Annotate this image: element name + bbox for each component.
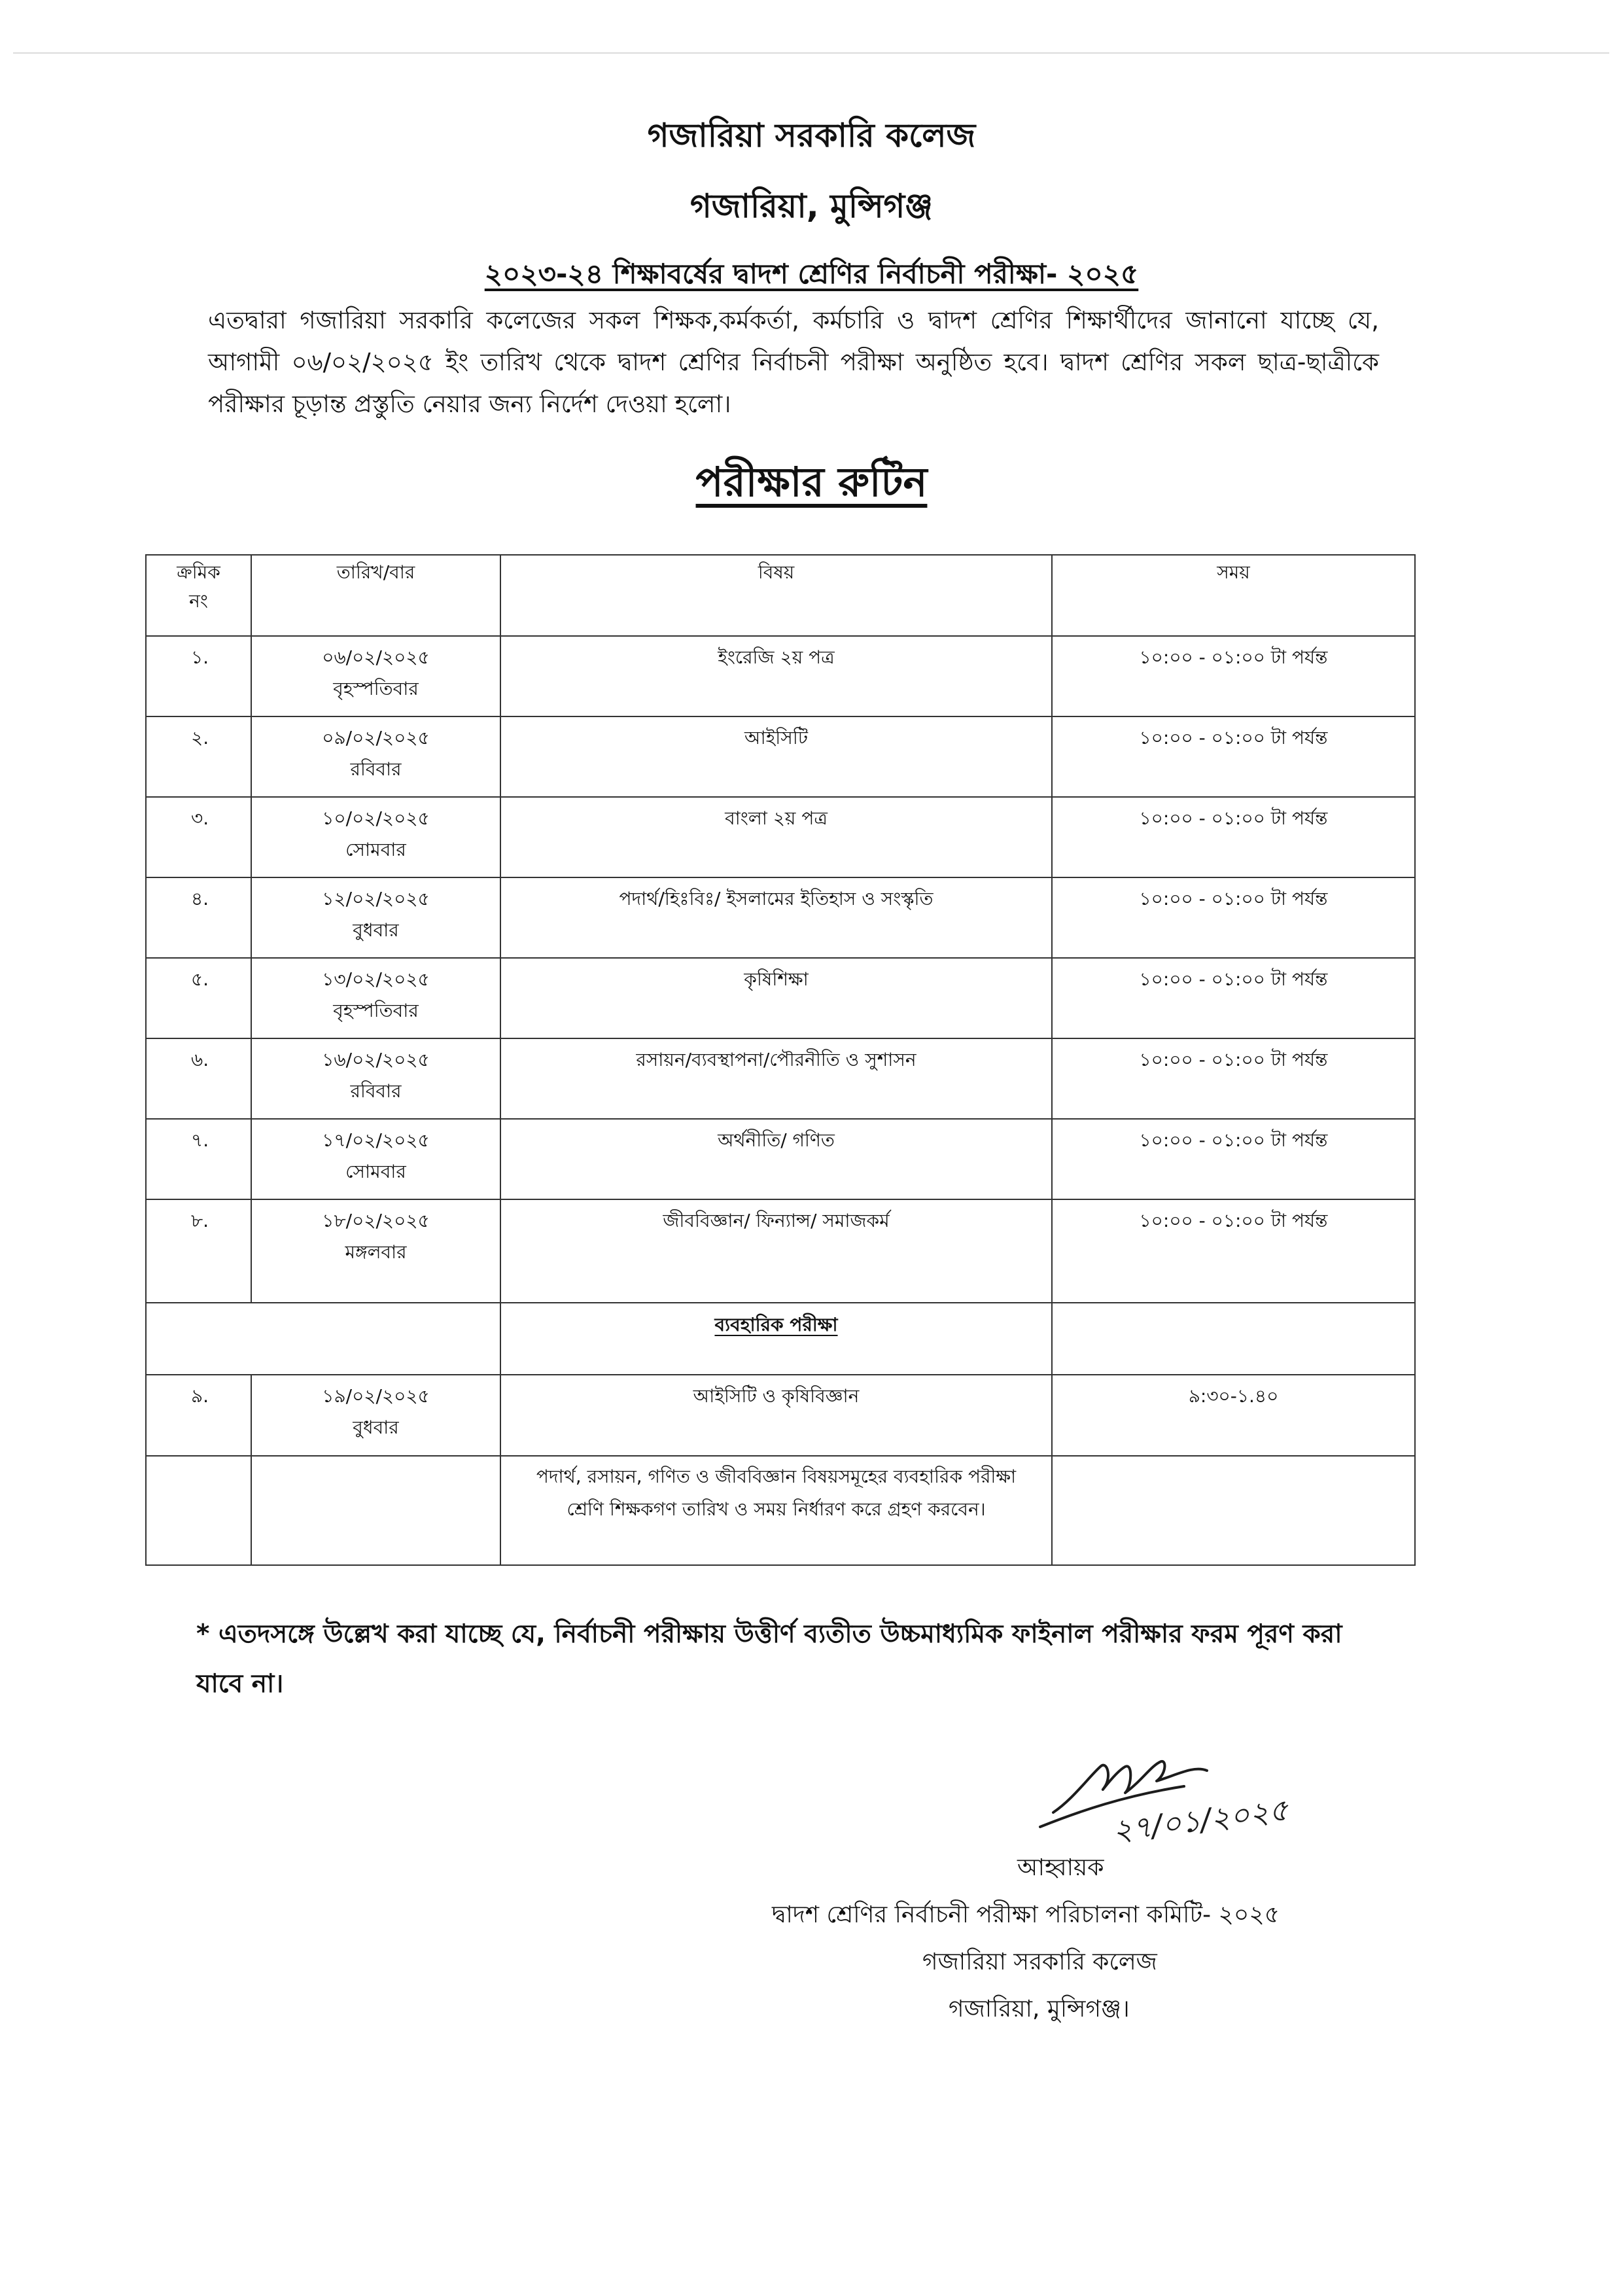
row-date: ০৯/০২/২০২৫ [322, 727, 430, 749]
header-date: তারিখ/বার [251, 555, 500, 636]
table-row [146, 636, 1415, 716]
table-row [146, 1119, 1415, 1199]
top-divider [13, 52, 1609, 54]
row-day: সোমবার [345, 1161, 406, 1182]
table-row [146, 958, 1415, 1038]
row-date: ১৬/০২/২০২৫ [322, 1049, 430, 1070]
row-subject: ইংরেজি ২য় পত্র [500, 636, 1052, 716]
row-serial: ২. [146, 716, 251, 797]
row-subject: বাংলা ২য় পত্র [500, 797, 1052, 877]
table-row [146, 877, 1415, 958]
row-date: ১৮/০২/২০২৫ [322, 1210, 430, 1231]
row-time: ১০:০০ - ০১:০০ টা পর্যন্ত [1052, 1038, 1415, 1119]
row-subject: অর্থনীতি/ গণিত [500, 1119, 1052, 1199]
row-date: ১২/০২/২০২৫ [322, 888, 430, 910]
practical-heading-cell [500, 1303, 1052, 1375]
note-serial-blank [146, 1456, 251, 1565]
practical-note-row [146, 1456, 1415, 1565]
footnote: * এতদসঙ্গে উল্লেখ করা যাচ্ছে যে, নির্বাচনী পরীক্ষায় উত্তীর্ণ ব্যতীত উচ্চমাধ্যমিক ফাইনাল পরীক্ষার ফরম পূরণ করা যাবে না। [196, 1619, 1342, 1699]
routine-table [145, 554, 1416, 1566]
practical-note-cell [500, 1456, 1052, 1565]
row-time: ১০:০০ - ০১:০০ টা পর্যন্ত [1052, 716, 1415, 797]
practical-heading-row [146, 1303, 1415, 1375]
exam-title: ২০২৩-২৪ শিক্ষাবর্ষের দ্বাদশ শ্রেণির নির্বাচনী পরীক্ষা- ২০২৫ [484, 258, 1139, 290]
row-time: ১০:০০ - ০১:০০ টা পর্যন্ত [1052, 1199, 1415, 1303]
row-day: বৃহস্পতিবার [333, 1000, 419, 1021]
table-row [146, 1038, 1415, 1119]
signature-location: গজারিয়া, মুন্সিগঞ্জ। [949, 1996, 1130, 2022]
row-serial: ৯. [146, 1375, 251, 1456]
header-subject: বিষয় [500, 555, 1052, 636]
row-date-cell [251, 716, 500, 797]
row-serial: ৬. [146, 1038, 251, 1119]
signature-handwritten-date: ২৭/০১/২০২৫ [1110, 1792, 1291, 1848]
row-date-cell [251, 1199, 500, 1303]
row-date-cell [251, 1038, 500, 1119]
table-row [146, 1199, 1415, 1303]
row-subject: রসায়ন/ব্যবস্থাপনা/পৌরনীতি ও সুশাসন [500, 1038, 1052, 1119]
table-row [146, 716, 1415, 797]
row-date: ১৯/০২/২০২৫ [322, 1385, 430, 1407]
header-time: সময় [1052, 555, 1415, 636]
table-header-row [146, 555, 1415, 636]
row-date-cell [251, 797, 500, 877]
row-subject: আইসিটি ও কৃষিবিজ্ঞান [500, 1375, 1052, 1456]
signature-college: গজারিয়া সরকারি কলেজ [922, 1949, 1157, 1975]
row-day: বৃহস্পতিবার [333, 678, 419, 699]
row-time: ১০:০০ - ০১:০০ টা পর্যন্ত [1052, 958, 1415, 1038]
row-serial: ৩. [146, 797, 251, 877]
signatory-role: আহ্বায়ক [1017, 1854, 1104, 1881]
row-subject: জীববিজ্ঞান/ ফিন্যান্স/ সমাজকর্ম [500, 1199, 1052, 1303]
row-date-cell [251, 877, 500, 958]
row-time: ১০:০০ - ০১:০০ টা পর্যন্ত [1052, 877, 1415, 958]
practical-note: পদার্থ, রসায়ন, গণিত ও জীববিজ্ঞান বিষয়সমূহের ব্যবহারিক পরীক্ষা শ্রেণি শিক্ষকগণ তারিখ ও সময় নির্ধারণ করে গ্রহণ করবেন। [536, 1466, 1017, 1520]
college-name: গজারিয়া সরকারি কলেজ [647, 116, 976, 154]
row-time: ১০:০০ - ০১:০০ টা পর্যন্ত [1052, 797, 1415, 877]
table-row [146, 1375, 1415, 1456]
row-date-cell [251, 636, 500, 716]
note-date-blank [251, 1456, 500, 1565]
row-time: ১০:০০ - ০১:০০ টা পর্যন্ত [1052, 636, 1415, 716]
signature-image [1027, 1740, 1315, 1852]
row-day: রবিবার [350, 758, 402, 780]
table-row [146, 797, 1415, 877]
row-day: রবিবার [350, 1080, 402, 1102]
row-date: ১৭/০২/২০২৫ [322, 1129, 430, 1151]
practical-heading-time-blank [1052, 1303, 1415, 1375]
row-date: ০৬/০২/২০২৫ [322, 646, 430, 668]
row-subject: কৃষিশিক্ষা [500, 958, 1052, 1038]
row-day: সোমবার [345, 839, 406, 860]
practical-heading-blank [146, 1303, 500, 1375]
row-serial: ৮. [146, 1199, 251, 1303]
intro-paragraph: এতদ্বারা গজারিয়া সরকারি কলেজের সকল শিক্ষক,কর্মকর্তা, কর্মচারি ও দ্বাদশ শ্রেণির শিক্ষার্থীদের জানানো যাচ্ছে যে, আগামী ০৬/০২/২০২৫ ইং তারিখ থেকে দ্বাদশ শ্রেণির নির্বাচনী পরীক্ষা অনুষ্ঠিত হবে। দ্বাদশ শ্রেণির সকল ছাত্র-ছাত্রীকে পরীক্ষার চূড়ান্ত প্রস্তুতি নেয়ার জন্য নির্দেশ দেওয়া হলো। [208, 306, 1379, 418]
row-date: ১৩/০২/২০২৫ [322, 968, 430, 990]
row-date-cell [251, 1119, 500, 1199]
row-time: ৯:৩০-১.৪০ [1052, 1375, 1415, 1456]
row-subject: আইসিটি [500, 716, 1052, 797]
row-day: বুধবার [353, 1417, 399, 1438]
committee-name: দ্বাদশ শ্রেণির নির্বাচনী পরীক্ষা পরিচালনা কমিটি- ২০২৫ [772, 1901, 1280, 1928]
practical-heading: ব্যবহারিক পরীক্ষা [714, 1314, 838, 1335]
college-location: গজারিয়া, মুন্সিগঞ্জ [689, 187, 934, 225]
row-serial: ৭. [146, 1119, 251, 1199]
row-time: ১০:০০ - ০১:০০ টা পর্যন্ত [1052, 1119, 1415, 1199]
header-serial: ক্রমিক নং [146, 555, 251, 636]
row-serial: ১. [146, 636, 251, 716]
row-date: ১০/০২/২০২৫ [322, 807, 430, 829]
row-day: বুধবার [353, 919, 399, 941]
row-date-cell [251, 958, 500, 1038]
row-date-cell [251, 1375, 500, 1456]
note-time-blank [1052, 1456, 1415, 1565]
row-serial: ৫. [146, 958, 251, 1038]
row-serial: ৪. [146, 877, 251, 958]
routine-heading: পরীক্ষার রুটিন [695, 458, 928, 506]
row-day: মঙ্গলবার [345, 1241, 407, 1263]
row-subject: পদার্থ/হিঃবিঃ/ ইসলামের ইতিহাস ও সংস্কৃতি [500, 877, 1052, 958]
